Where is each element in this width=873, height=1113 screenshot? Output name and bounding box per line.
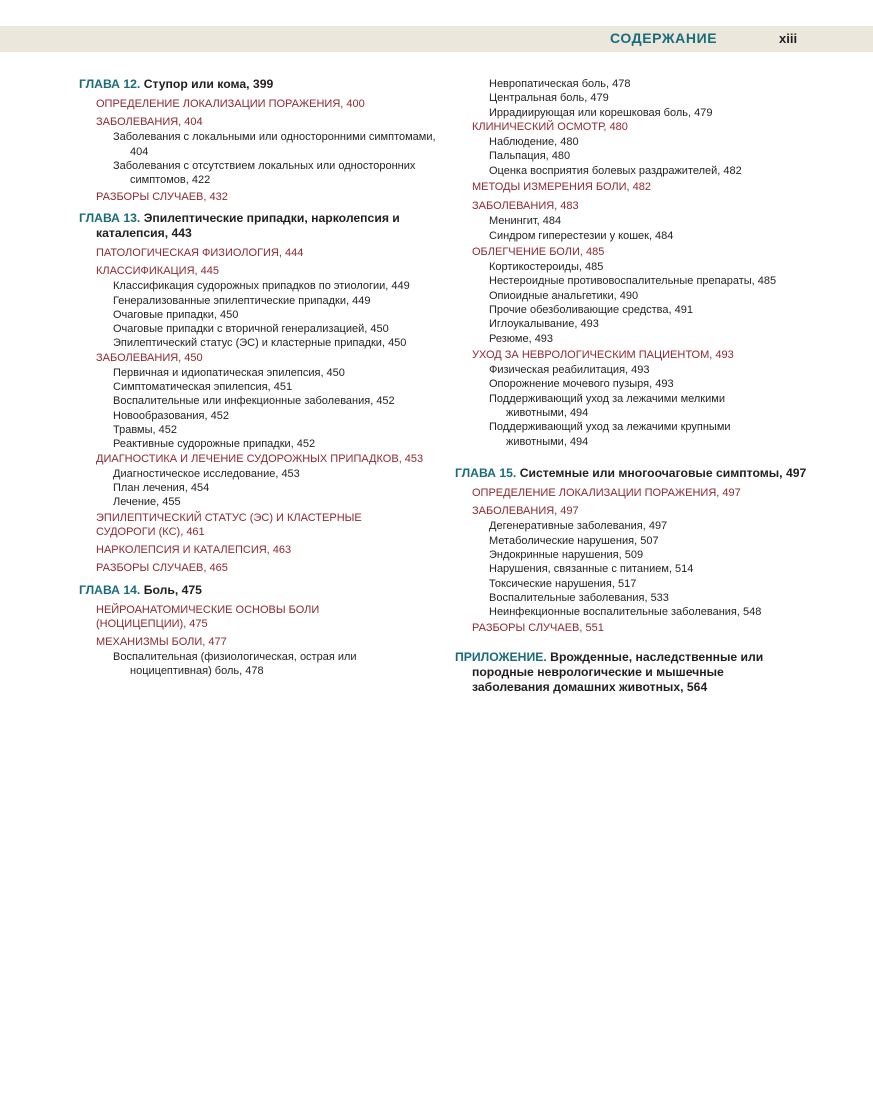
toc-item[interactable]: Нарушения, связанные с питанием, 514 <box>489 563 694 576</box>
toc-item[interactable]: Генерализованные эпилептические припадки, 449 <box>113 294 371 307</box>
toc-section[interactable]: ЭПИЛЕПТИЧЕСКИЙ СТАТУС (ЭС) И КЛАСТЕРНЫЕ СУДОРОГИ (КС), 461 <box>96 511 362 538</box>
toc-right-column <box>455 77 865 695</box>
toc-section[interactable]: НАРКОЛЕПСИЯ И КАТАЛЕПСИЯ, 463 <box>96 544 292 557</box>
toc-item[interactable]: Очаговые припадки, 450 <box>113 308 239 321</box>
toc-section[interactable]: ОПРЕДЕЛЕНИЕ ЛОКАЛИЗАЦИИ ПОРАЖЕНИЯ, 400 <box>96 98 365 110</box>
toc-section[interactable]: РАЗБОРЫ СЛУЧАЕВ, 551 <box>472 622 604 635</box>
toc-item[interactable]: Воспалительные заболевания, 533 <box>489 591 669 604</box>
toc-section[interactable]: ЗАБОЛЕВАНИЯ, 450 <box>96 351 203 364</box>
toc-item[interactable]: Заболевания с отсутствием локальных или односторонних симптомов, 422 <box>113 160 416 187</box>
chapter-label: ГЛАВА 14. <box>79 582 141 597</box>
toc-item[interactable]: Лечение, 455 <box>113 496 181 509</box>
appendix-title: Врожденные, наследственные или породные неврологические и мышечные заболевания домашних животных, 564 <box>472 649 764 694</box>
toc-section[interactable]: МЕТОДЫ ИЗМЕРЕНИЯ БОЛИ, 482 <box>472 180 651 193</box>
toc-section[interactable]: КЛИНИЧЕСКИЙ ОСМОТР, 480 <box>472 120 628 133</box>
toc-item[interactable]: Нестероидные противовоспалительные препараты, 485 <box>489 275 777 288</box>
toc-item[interactable]: Эпилептический статус (ЭС) и кластерные припадки, 450 <box>113 337 407 350</box>
appendix-label: ПРИЛОЖЕНИЕ. <box>455 649 547 664</box>
toc-item[interactable]: Резюме, 493 <box>489 332 554 345</box>
chapter-title: Боль, 475 <box>143 582 202 597</box>
toc-item[interactable]: Метаболические нарушения, 507 <box>489 534 659 547</box>
toc-item[interactable]: Неинфекционные воспалительные заболевания, 548 <box>489 606 762 619</box>
toc-section[interactable]: ЗАБОЛЕВАНИЯ, 404 <box>96 116 203 129</box>
page-header-title: СОДЕРЖАНИЕ <box>610 30 718 46</box>
page-number: xiii <box>779 31 798 46</box>
toc-section[interactable]: УХОД ЗА НЕВРОЛОГИЧЕСКИМ ПАЦИЕНТОМ, 493 <box>472 348 734 361</box>
chapter-title: Эпилептические припадки, нарколепсия и каталепсия, 443 <box>96 210 400 240</box>
toc-item[interactable]: Менингит, 484 <box>489 215 562 228</box>
chapter-12-heading[interactable] <box>79 77 449 92</box>
toc-item[interactable]: Оценка восприятия болевых раздражителей, 482 <box>489 164 742 177</box>
toc-item[interactable]: План лечения, 454 <box>113 482 210 495</box>
toc-item[interactable]: Очаговые припадки с вторичной генерализацией, 450 <box>113 323 389 336</box>
chapter-15-heading[interactable] <box>455 466 865 481</box>
toc-item[interactable]: Поддерживающий уход за лежачими крупными животными, 494 <box>489 421 731 448</box>
toc-item[interactable]: Наблюдение, 480 <box>489 136 579 149</box>
chapter-label: ГЛАВА 15. <box>455 465 517 480</box>
toc-section[interactable]: ОБЛЕГЧЕНИЕ БОЛИ, 485 <box>472 245 605 258</box>
toc-item[interactable]: Классификация судорожных припадков по этиологии, 449 <box>113 280 410 293</box>
toc-item[interactable]: Центральная боль, 479 <box>489 92 609 105</box>
toc-item[interactable]: Новообразования, 452 <box>113 409 229 422</box>
toc-item[interactable]: Опорожнение мочевого пузыря, 493 <box>489 378 674 391</box>
toc-item[interactable]: Прочие обезболивающие средства, 491 <box>489 304 693 317</box>
toc-section[interactable]: НЕЙРОАНАТОМИЧЕСКИЕ ОСНОВЫ БОЛИ (НОЦИЦЕПЦИИ), 475 <box>96 603 320 630</box>
chapter-title: Ступор или кома, 399 <box>143 77 274 91</box>
toc-item[interactable]: Воспалительная (физиологическая, острая или ноцицептивная) боль, 478 <box>113 651 357 678</box>
chapter-13-heading[interactable] <box>79 211 449 241</box>
toc-section[interactable]: ДИАГНОСТИКА И ЛЕЧЕНИЕ СУДОРОЖНЫХ ПРИПАДКОВ, 453 <box>96 452 424 465</box>
toc-section[interactable]: МЕХАНИЗМЫ БОЛИ, 477 <box>96 635 227 648</box>
toc-section[interactable]: ЗАБОЛЕВАНИЯ, 483 <box>472 200 579 213</box>
chapter-title: Системные или многоочаговые симптомы, 497 <box>519 465 807 480</box>
toc-item[interactable]: Воспалительные или инфекционные заболевания, 452 <box>113 395 395 408</box>
toc-item[interactable]: Заболевания с локальными или односторонними симптомами, 404 <box>113 131 436 158</box>
toc-item[interactable]: Токсические нарушения, 517 <box>489 577 637 590</box>
toc-item[interactable]: Физическая реабилитация, 493 <box>489 364 650 377</box>
toc-item[interactable]: Пальпация, 480 <box>489 150 571 163</box>
toc-item[interactable]: Реактивные судорожные припадки, 452 <box>113 438 316 451</box>
appendix-heading[interactable] <box>455 650 772 695</box>
toc-item[interactable]: Иглоукалывание, 493 <box>489 318 599 331</box>
header-band <box>0 26 873 52</box>
toc-section[interactable]: ЗАБОЛЕВАНИЯ, 497 <box>472 505 579 518</box>
toc-section[interactable]: ПАТОЛОГИЧЕСКАЯ ФИЗИОЛОГИЯ, 444 <box>96 246 304 259</box>
toc-item[interactable]: Поддерживающий уход за лежачими мелкими животными, 494 <box>489 392 725 420</box>
chapter-label: ГЛАВА 13. <box>79 210 141 225</box>
toc-item[interactable]: Кортикостероиды, 485 <box>489 261 604 274</box>
toc-item[interactable]: Синдром гиперестезии у кошек, 484 <box>489 229 674 242</box>
toc-section[interactable]: КЛАССИФИКАЦИЯ, 445 <box>96 265 219 277</box>
toc-item[interactable]: Дегенеративные заболевания, 497 <box>489 520 668 533</box>
toc-section[interactable]: ОПРЕДЕЛЕНИЕ ЛОКАЛИЗАЦИИ ПОРАЖЕНИЯ, 497 <box>472 486 741 499</box>
chapter-label: ГЛАВА 12. <box>79 77 141 91</box>
toc-item[interactable]: Опиоидные анальгетики, 490 <box>489 289 639 302</box>
toc-item[interactable]: Первичная и идиопатическая эпилепсия, 450 <box>113 366 345 379</box>
toc-item[interactable]: Диагностическое исследование, 453 <box>113 467 300 480</box>
toc-section[interactable]: РАЗБОРЫ СЛУЧАЕВ, 465 <box>96 562 228 575</box>
toc-item[interactable]: Невропатическая боль, 478 <box>489 78 631 90</box>
toc-left-column <box>79 77 449 679</box>
toc-item[interactable]: Эндокринные нарушения, 509 <box>489 548 644 561</box>
chapter-14-heading[interactable] <box>79 583 449 598</box>
toc-item[interactable]: Травмы, 452 <box>113 424 177 437</box>
toc-item[interactable]: Иррадиирующая или корешковая боль, 479 <box>489 106 713 119</box>
toc-item[interactable]: Симптоматическая эпилепсия, 451 <box>113 381 293 394</box>
toc-section[interactable]: РАЗБОРЫ СЛУЧАЕВ, 432 <box>96 190 228 203</box>
